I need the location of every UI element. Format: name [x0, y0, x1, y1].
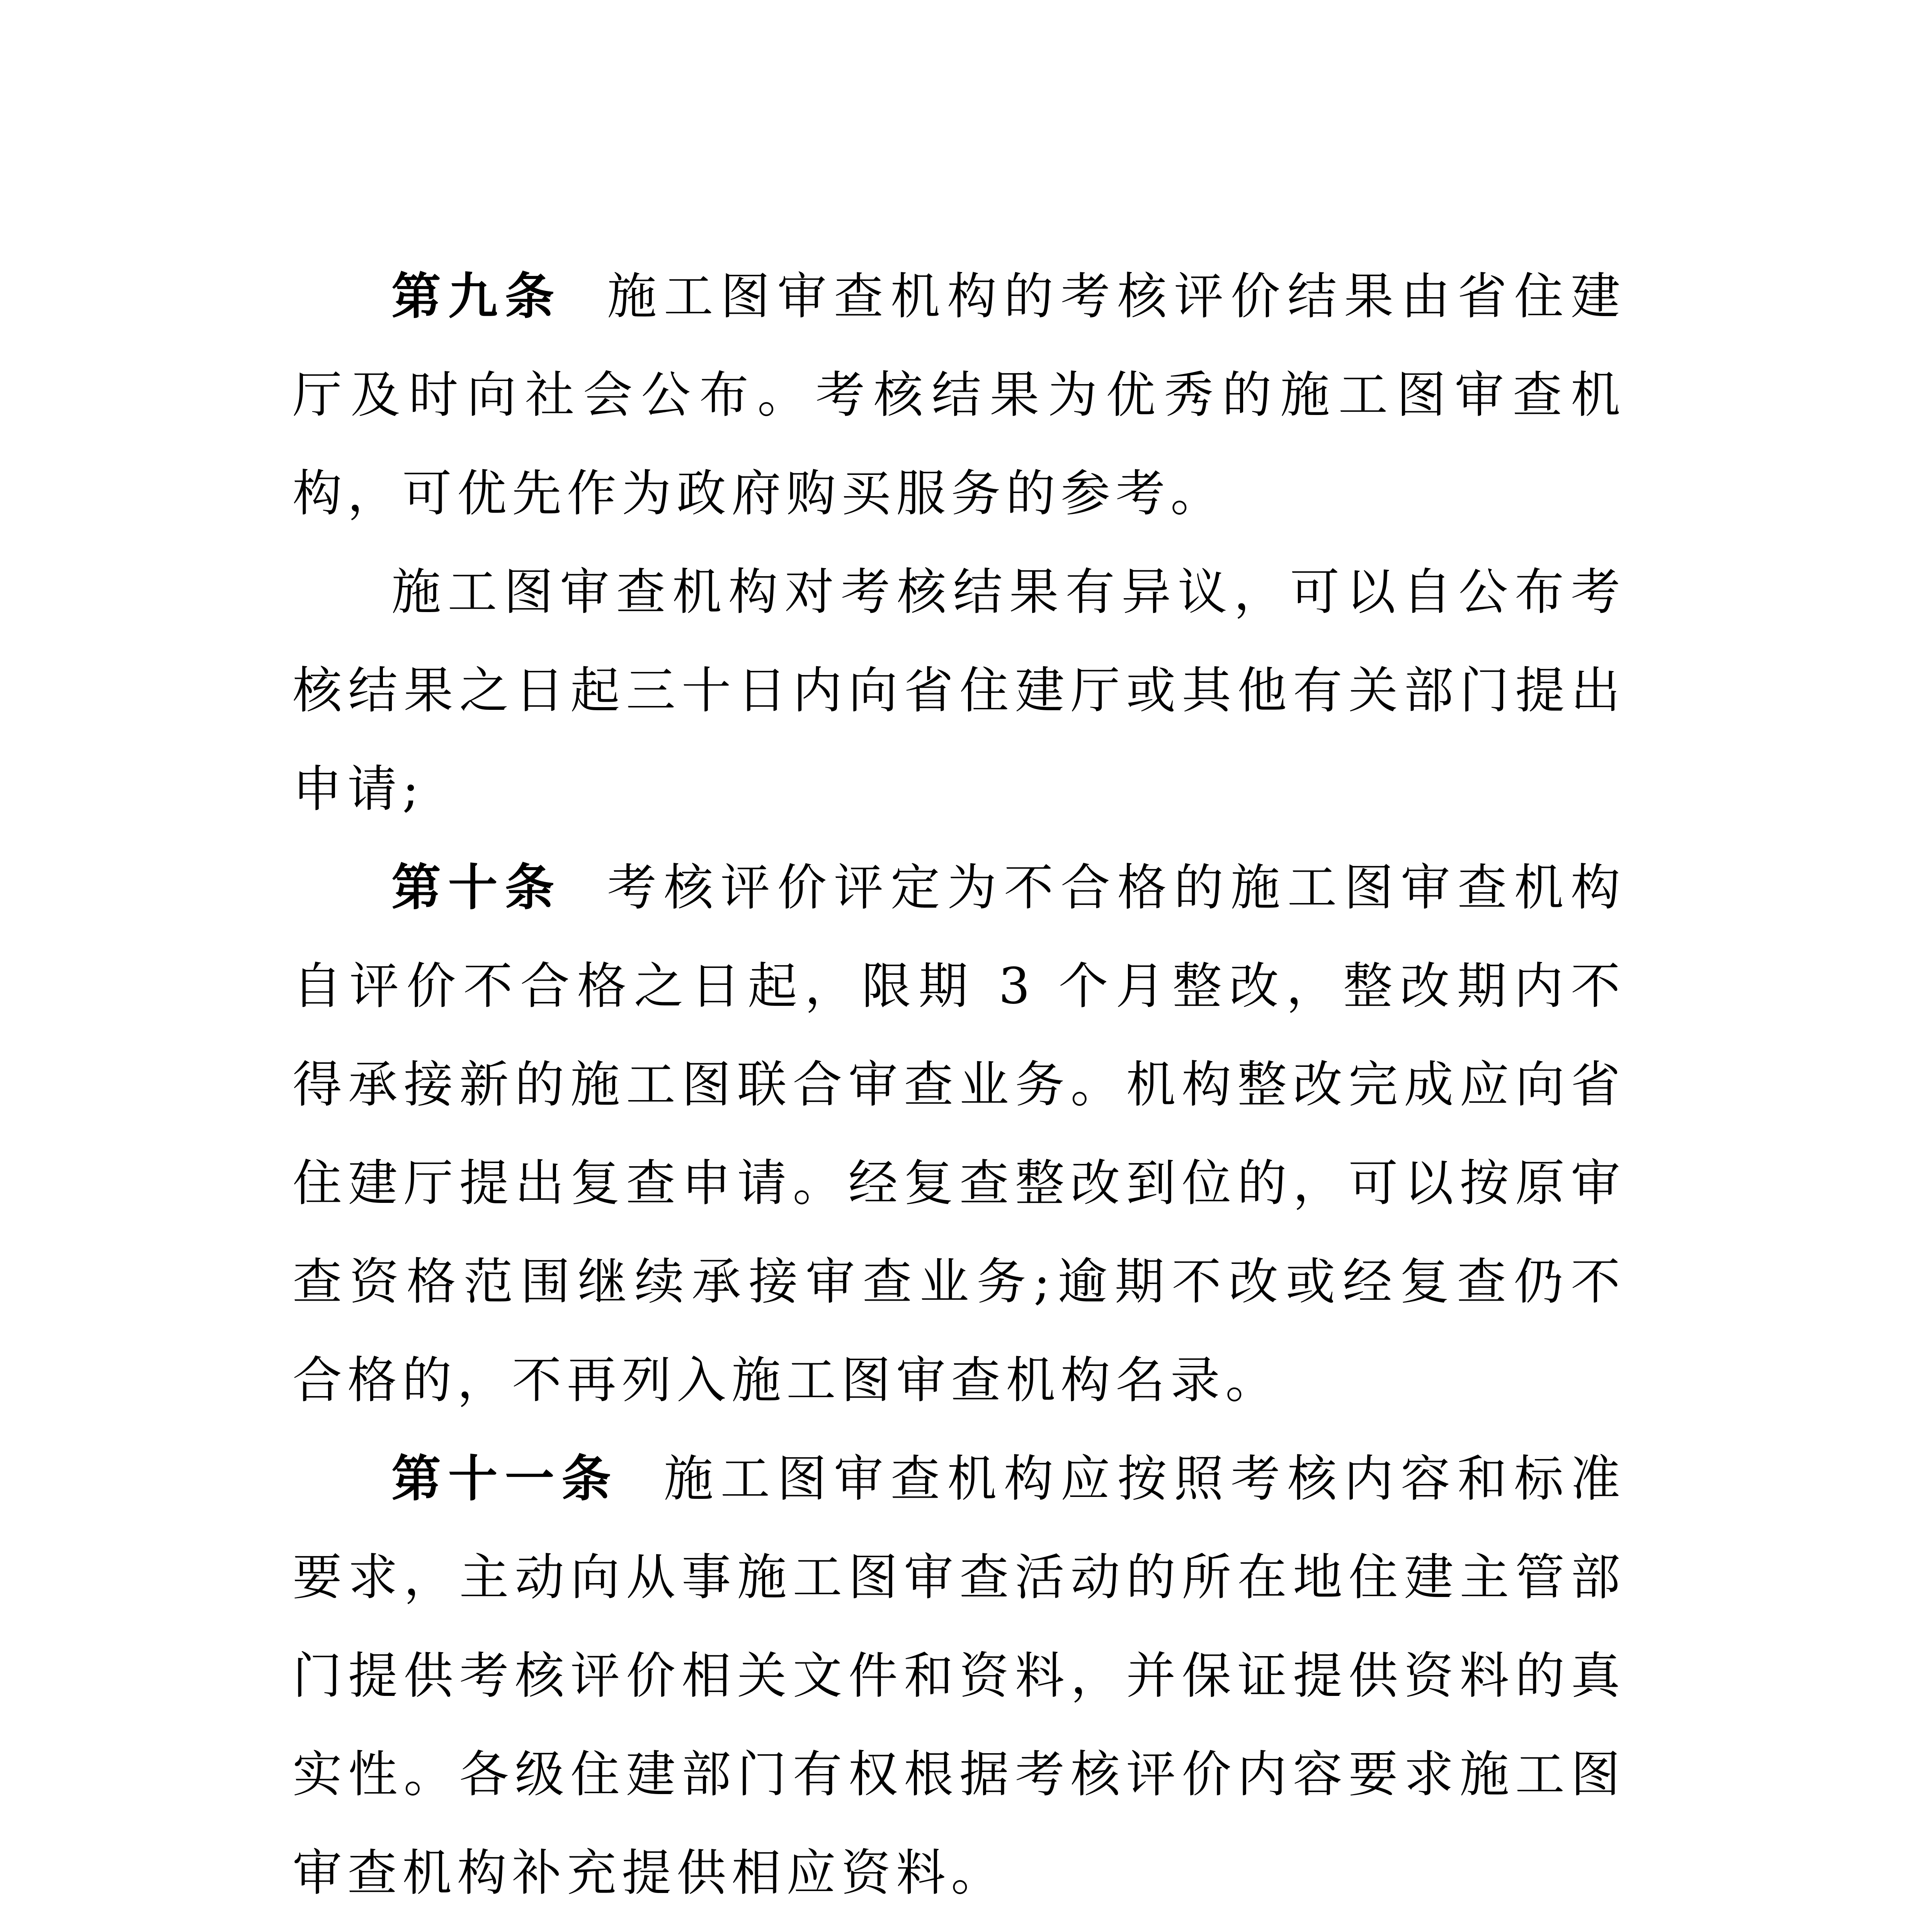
article-9-heading: 第九条	[391, 267, 562, 325]
objection-text: 施工图审查机构对考核结果有异议，可以自公布考核结果之日起三十日内向省住建厅或其他有关部门提出申请;	[293, 563, 1626, 818]
article-11-heading: 第十一条	[391, 1450, 618, 1508]
article-9-paragraph	[293, 247, 1626, 543]
article-11-text: 施工图审查机构应按照考核内容和标准要求，主动向从事施工图审查活动的所在地住建主管部门提供考核评价相关文件和资料，并保证提供资料的真实性。各级住建部门有权根据考核评价内容要求施工图审查机构补充提供相应资料。	[293, 1450, 1626, 1902]
objection-paragraph	[293, 543, 1626, 838]
article-10-heading: 第十条	[391, 859, 562, 917]
article-11-paragraph	[293, 1430, 1626, 1922]
article-10-paragraph	[293, 838, 1626, 1430]
document-body	[293, 247, 1626, 1932]
article-9-text: 施工图审查机构的考核评价结果由省住建厅及时向社会公布。考核结果为优秀的施工图审查机构，可优先作为政府购买服务的参考。	[293, 268, 1626, 522]
article-10-text: 考核评价评定为不合格的施工图审查机构自评价不合格之日起，限期 3 个月整改，整改期内不得承接新的施工图联合审查业务。机构整改完成应向省住建厅提出复查申请。经复查整改到位的，可以按原审查资格范围继续承接审查业务;逾期不改或经复查仍不合格的，不再列入施工图审查机构名录。	[293, 859, 1626, 1409]
